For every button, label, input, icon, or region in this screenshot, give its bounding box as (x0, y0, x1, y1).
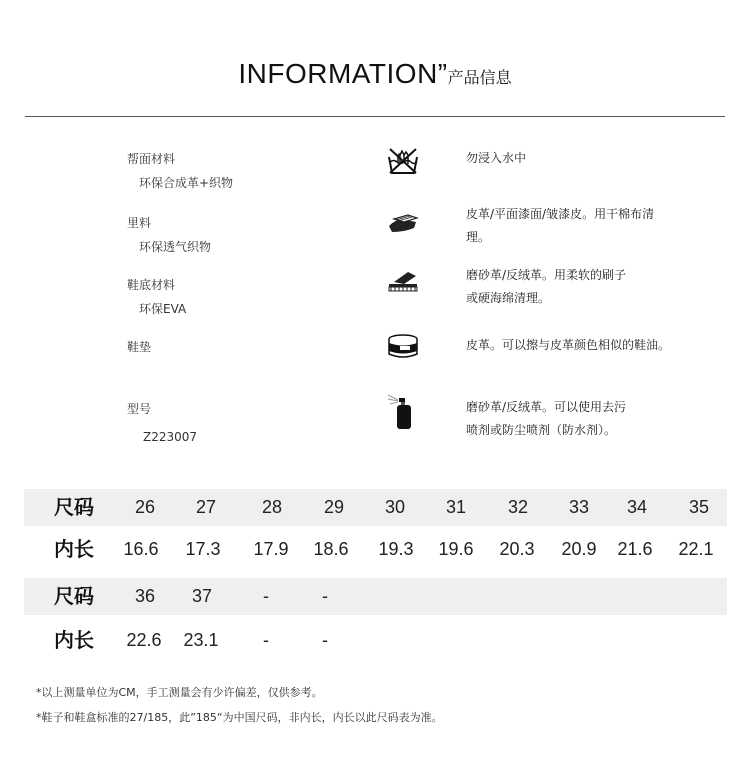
property-value: 环保透气织物 (139, 240, 212, 254)
table-cell: 32 (507, 497, 529, 517)
table-cell: 23.1 (183, 630, 219, 650)
care-line: 勿浸入水中 (466, 151, 527, 165)
care-instruction-leather-wipe (466, 203, 706, 249)
care-line: 喷剂或防尘喷剂（防水剂）。 (466, 423, 617, 437)
care-instruction-suede-brush (466, 264, 706, 310)
spray-can-icon (386, 391, 420, 431)
property-upper-material (127, 150, 233, 191)
footnote-measurement: *以上测量单位为CM，手工测量会有少许偏差，仅供参考。 (36, 686, 323, 699)
page-title (0, 58, 750, 90)
table-cell: 26 (134, 497, 156, 517)
property-insole (127, 338, 151, 355)
polish-tin-icon (386, 330, 420, 364)
property-sole-material (127, 276, 186, 317)
table-cell: 20.9 (561, 539, 597, 559)
table-cell: 22.6 (126, 630, 162, 650)
table-cell: - (263, 586, 269, 606)
footnote-size-standard: *鞋子和鞋盒标准的27/185，此”185“为中国尺码，非内长，内长以此尺码表为准。 (36, 711, 443, 724)
property-value: Z223007 (143, 430, 198, 444)
row-header: 内长 (54, 537, 94, 561)
table-cell: - (322, 630, 328, 650)
table-cell: 20.3 (499, 539, 535, 559)
property-label: 帮面材料 (127, 152, 176, 166)
table-cell: 31 (445, 497, 467, 517)
care-line: 皮革/平面漆面/皱漆皮。用干棉布清 (466, 207, 655, 221)
table-cell: 37 (191, 586, 213, 606)
row-header: 尺码 (54, 495, 94, 519)
length-row (24, 622, 727, 659)
size-row (24, 578, 727, 615)
title-chinese: 产品信息 (447, 68, 512, 87)
table-cell: 34 (626, 497, 648, 517)
table-cell: 36 (134, 586, 156, 606)
property-label: 里料 (127, 216, 152, 230)
property-lining (127, 214, 211, 255)
care-line: 皮革。可以擦与皮革颜色相似的鞋油。 (466, 338, 671, 352)
property-value: 环保EVA (139, 302, 187, 316)
property-label: 鞋垫 (127, 340, 152, 354)
title-english: INFORMATION” (238, 58, 448, 89)
table-cell: 35 (688, 497, 710, 517)
table-cell: 22.1 (678, 539, 714, 559)
cloth-wipe-icon (386, 206, 420, 240)
table-cell: 19.6 (438, 539, 474, 559)
care-instruction-spray (466, 396, 706, 442)
table-cell: 17.3 (185, 539, 221, 559)
table-cell: 21.6 (617, 539, 653, 559)
table-cell: 33 (568, 497, 590, 517)
care-line: 或硬海绵清理。 (466, 291, 551, 305)
table-cell: 28 (261, 497, 283, 517)
length-row (24, 531, 727, 568)
table-cell: 27 (195, 497, 217, 517)
property-value: 环保合成革+织物 (139, 176, 234, 190)
property-label: 型号 (127, 402, 152, 416)
table-cell: 17.9 (253, 539, 289, 559)
care-line: 磨砂革/反绒革。用柔软的刷子 (466, 268, 627, 282)
property-model (127, 400, 197, 444)
table-cell: - (263, 630, 269, 650)
care-instruction-polish (466, 334, 706, 357)
row-header: 内长 (54, 628, 94, 652)
table-cell: 30 (384, 497, 406, 517)
brush-icon (386, 266, 420, 300)
table-cell: - (322, 586, 328, 606)
table-cell: 19.3 (378, 539, 414, 559)
care-instruction-no-soak (466, 147, 706, 170)
row-header: 尺码 (54, 584, 94, 608)
property-label: 鞋底材料 (127, 278, 176, 292)
table-cell: 18.6 (313, 539, 349, 559)
care-line: 理。 (466, 230, 491, 244)
size-row (24, 489, 727, 526)
no-soak-icon (386, 143, 420, 177)
table-cell: 29 (323, 497, 345, 517)
table-cell: 16.6 (123, 539, 159, 559)
care-line: 磨砂革/反绒革。可以使用去污 (466, 400, 627, 414)
header-divider (25, 116, 725, 117)
